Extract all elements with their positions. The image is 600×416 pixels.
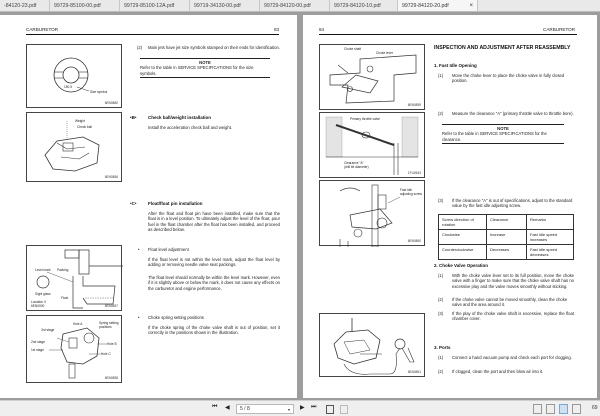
item-text: If the clearance "A" is out of specifications, adjust to the standard value by the fast idle adjusting screw. — [452, 198, 573, 209]
hole-a-label: Hole A — [73, 322, 83, 326]
fast-idle-spec-table — [438, 214, 574, 260]
item-text: If clogged, clean the port and then blow air into it. — [452, 369, 544, 374]
single-page-view-icon[interactable] — [533, 404, 542, 414]
close-tab-icon[interactable]: × — [469, 3, 473, 9]
float-label: Float — [61, 296, 69, 300]
throttle-valve-illustration — [320, 113, 426, 179]
subsection-title: 1. Fast Idle Opening — [434, 63, 477, 68]
table-header-row — [439, 215, 574, 230]
hole-b-label: Hole B — [107, 342, 117, 346]
vacuum-pump-illustration — [320, 314, 426, 378]
zoom-level[interactable]: 69 — [592, 405, 598, 411]
figure-fast-idle-screw — [319, 180, 425, 246]
figure-code: 6EN0859 — [407, 103, 421, 107]
item-text: With the choke valve lever set to its full position, move the choke valve with a finger to make sure that the choke valve shaft has no excessive play and the valve moves smoothly without sticking. — [452, 273, 574, 289]
item-number: (2) — [438, 111, 444, 116]
item-text: Main jets have jet size symbols stamped on their ends for identification. — [148, 45, 280, 50]
last-page-button[interactable]: ⏭ — [311, 404, 317, 410]
tab-pdf-1[interactable] — [0, 0, 50, 12]
page-value: 5 / 8 — [240, 406, 250, 412]
figure-code: 6EN0860 — [407, 239, 421, 243]
page-number: 84 — [319, 27, 325, 32]
choke-shaft-label: Choke shaft — [344, 47, 362, 51]
table-cell: Fast idle speed increases — [527, 230, 574, 245]
table-row — [439, 245, 574, 260]
item-text: Connect a hand vacuum pump and check each port for clogging. — [452, 355, 572, 360]
bullet-text: If the float level is not within the level mark, adjust the float level by adding or removing needle valve seat packings. — [148, 257, 280, 268]
figure-code: 6EN0856 — [104, 175, 118, 179]
figure-vacuum-pump — [319, 313, 425, 377]
figure-check-ball — [26, 112, 122, 182]
section-heading: INSPECTION AND ADJUSTMENT AFTER REASSEMBLY — [434, 45, 571, 51]
tab-bar — [0, 0, 600, 12]
figure-code: 6EN0880 — [104, 101, 118, 105]
bullet-text: The float level should normally be within the level mark. However, even if it is slightly above or below the mark, it does not cause any effects on the carburetor and engine performance. — [148, 275, 280, 291]
table-cell: Fast idle speed decreases — [527, 245, 574, 260]
bullet: • — [138, 247, 140, 252]
item-number: (1) — [438, 355, 444, 360]
rotate-page-icon[interactable] — [326, 405, 334, 414]
jet-size-value: 150.5 — [64, 85, 72, 89]
figure-code: 6EN0861 — [407, 370, 421, 374]
first-page-button[interactable]: ⏮ — [212, 404, 218, 410]
two-page-view-icon[interactable] — [559, 404, 568, 414]
bottom-toolbar — [0, 400, 600, 416]
drill-bit-label: (drill bit diameter) — [344, 165, 369, 169]
tab-label: -84120-23.pdf — [4, 3, 37, 9]
carburetor-illustration — [27, 113, 123, 183]
first-stage-label: 1st stage — [31, 348, 44, 352]
location-label: Location II — [31, 300, 46, 304]
page-83 — [0, 15, 297, 398]
bullet: • — [138, 315, 140, 320]
table-header: Clearance — [487, 215, 527, 230]
figure-code: 1FU0543 — [407, 171, 421, 175]
tab-pdf-3[interactable] — [120, 0, 190, 12]
note-box — [140, 58, 270, 78]
document-viewport[interactable] — [0, 12, 600, 400]
section-marker-c: •C• — [130, 201, 137, 206]
chevron-down-icon[interactable]: ▾ — [287, 407, 290, 412]
page-header-title: CARBURETOR — [543, 27, 576, 32]
figure-throttle-clearance — [319, 112, 425, 178]
item-text: Move the choke lever to place the choke valve in fully closed position. — [452, 73, 565, 84]
section-marker-b: •B• — [130, 115, 137, 120]
item-text: If the choke valve cannot be moved smoothly, clean the choke valve and the area around it. — [452, 297, 568, 308]
page-number: 83 — [274, 27, 280, 32]
rotate-page-disabled-icon[interactable] — [340, 405, 348, 414]
figure-code: 6EN0858 — [104, 376, 118, 380]
table-row — [439, 230, 574, 245]
section-title: Check ball/weight installation — [148, 115, 212, 120]
page-header-title: CARBURETOR — [26, 27, 59, 32]
page-84 — [303, 15, 597, 398]
continuous-two-page-view-icon[interactable] — [572, 404, 581, 414]
figure-choke-shaft — [319, 44, 425, 110]
hole-c-label: Hole C — [101, 352, 111, 356]
fast-idle-screw-label: Fast idle adjusting screw — [400, 188, 422, 196]
note-title: NOTE — [497, 126, 509, 131]
section-title: Float/float pin installation — [148, 201, 203, 206]
tab-pdf-7-active[interactable] — [398, 0, 478, 12]
note-title: NOTE — [199, 60, 211, 65]
note-text: Refer to the table in SERVICE SPECIFICATIONS for the clearance. — [442, 131, 547, 142]
tab-pdf-6[interactable] — [330, 0, 398, 12]
section-text: After the float and float pin have been installed, make sure that the float is in a level position. To ultimately adjust the level of the float, pour fuel in the float chamber after the float has been installed, and proceed as described below. — [148, 211, 280, 233]
bullet-title: Float level adjustment — [148, 247, 189, 252]
table-cell: Increase — [487, 230, 527, 245]
item-number: (3) — [438, 198, 444, 203]
section-text: Install the acceleration check ball and weight. — [148, 125, 233, 130]
choke-lever-label: Choke lever — [376, 51, 394, 55]
subsection-title: 3. Ports — [434, 345, 451, 350]
tab-label: 99729-84120-20.pdf — [402, 3, 449, 9]
figure-code: 6EN0857 — [104, 304, 118, 308]
item-number: (2) — [137, 45, 143, 50]
check-ball-label: Check ball — [77, 125, 92, 129]
size-symbol-label: Size symbol — [90, 90, 108, 94]
table-header: Screw direction of rotation — [439, 215, 487, 230]
bullet-text: If the choke spring of the choke valve shaft is out of position, set it correctly in the positions shown in the illustration. — [148, 325, 280, 336]
tab-pdf-4[interactable] — [190, 0, 260, 12]
table-cell: Decreases — [487, 245, 527, 260]
next-page-button[interactable]: ▶ — [300, 405, 305, 411]
sight-glass-label: Sight glass — [35, 292, 51, 296]
figure-float-level — [26, 245, 122, 311]
item-number: (1) — [438, 273, 444, 278]
weight-label: Weight — [75, 119, 85, 123]
table-header: Remarks — [527, 215, 574, 230]
item-number: (2) — [438, 297, 444, 302]
jet-illustration — [27, 45, 123, 109]
bullet-title: Choke spring setting positions — [148, 315, 204, 320]
tab-label: 99729-84120-00.pdf — [264, 3, 311, 9]
previous-page-button[interactable]: ◀ — [225, 405, 230, 411]
header-rule — [26, 34, 279, 35]
third-stage-label: 3rd stage — [41, 328, 55, 332]
second-stage-label: 2nd stage — [31, 340, 46, 344]
tab-pdf-2[interactable] — [50, 0, 120, 12]
item-number: (1) — [438, 73, 444, 78]
level-mark-label: Level mark — [35, 268, 51, 272]
table-cell: Counterclockwise — [439, 245, 487, 260]
item-number: (3) — [438, 311, 444, 316]
primary-throttle-valve-label: Primary throttle valve — [350, 117, 380, 121]
item-text: If the play of the choke valve shaft is excessive, replace the float chamber cover. — [452, 311, 574, 322]
tab-pdf-5[interactable] — [260, 0, 330, 12]
tab-label: 99719-34130-00.pdf — [194, 3, 241, 9]
figure-jet-size-symbol — [26, 44, 122, 108]
packing-label: Packing — [57, 268, 69, 272]
spring-positions-label: Spring setting positions — [99, 321, 119, 329]
location-code: 6EN0000 — [31, 304, 45, 308]
header-rule — [319, 34, 577, 35]
tab-label: 99729-85100-12A.pdf — [124, 3, 175, 9]
item-number: (2) — [438, 369, 444, 374]
tab-label: 99729-85100-00.pdf — [54, 3, 101, 9]
note-text: Refer to the table in SERVICE SPECIFICATIONS for the size symbols. — [140, 65, 254, 76]
page-number-input[interactable] — [236, 404, 294, 414]
choke-lever-illustration — [320, 45, 426, 111]
subsection-title: 2. Choke Valve Operation — [434, 263, 489, 268]
tab-label: 99729-84120-10.pdf — [334, 3, 381, 9]
continuous-view-icon[interactable] — [546, 404, 555, 414]
item-text: Measure the clearance "A" (primary throttle valve to throttle bore). — [452, 111, 574, 116]
clearance-a-label: Clearance "A" — [344, 161, 364, 165]
table-cell: Clockwise — [439, 230, 487, 245]
figure-choke-spring — [26, 315, 122, 383]
note-box — [442, 124, 564, 144]
